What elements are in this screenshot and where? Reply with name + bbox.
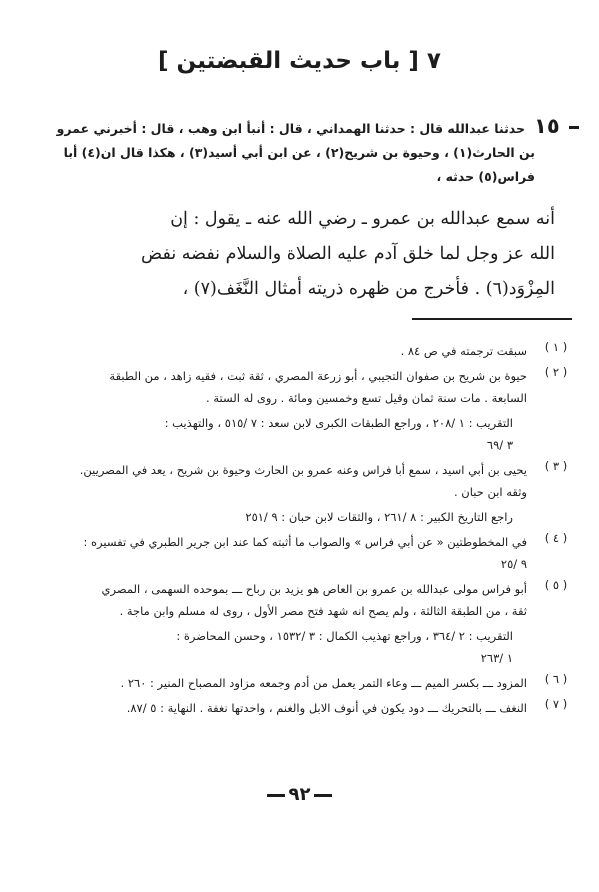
hadith-number-value: ١٥ [534, 114, 560, 138]
footnote-number: ( ٤ ) [544, 531, 568, 545]
footnote-6 [22, 672, 577, 694]
footnote-line: حيوة بن شريح بن صفوان التجيبي ، أبو زرعة المصري ، ثقة ثبت ، فقيه زاهد ، من الطبقة [109, 369, 527, 383]
footnote-number: ( ١ ) [544, 340, 568, 354]
footnote-line: ثقة ، من الطبقة الثالثة ، ولم يصح انه شهد فتح مصر الأول ، روى له مسلم وابن ماجة . [119, 604, 527, 618]
footnote-line: يحيى بن أبي اسيد ، سمع أبا فراس وعنه عمرو بن الحارث وحيوة بن شريح ، يعد في المصريين. [79, 463, 527, 477]
footnote-number: ( ٧ ) [544, 697, 568, 711]
footnote-3 [22, 459, 577, 528]
footnote-7 [22, 697, 577, 719]
footnote-number: ( ٣ ) [544, 459, 568, 473]
hadith-number [534, 114, 579, 138]
footnote-line: سبقت ترجمته في ص ٨٤ . [400, 344, 527, 358]
footnote-reference-line: ٣ /٦٩ [486, 438, 513, 452]
isnad-paragraph [22, 117, 535, 189]
page-number-value: ٩٢ [288, 784, 311, 805]
footnote-number: ( ٢ ) [544, 365, 568, 379]
isnad-line: بن الحارث(١) ، وحيوة بن شريح(٢) ، عن ابن أبي أسيد(٣) ، هكذا قال ان(٤) أبا [63, 145, 535, 160]
footnote-reference-line: ١ /٢٦٣ [480, 651, 513, 665]
footnote-reference-line: التقريب : ٢ /٣٦٤ ، وراجع تهذيب الكمال : ٣ /١٥٣٢ ، وحسن المحاضرة : [176, 629, 513, 643]
footnote-5 [22, 578, 577, 669]
footnote-number: ( ٥ ) [544, 578, 568, 592]
isnad-line: حدثنا عبدالله قال : حدثنا الهمداني ، قال : أنبأ ابن وهب ، قال : أخبرني عمرو [56, 121, 525, 136]
footnote-4 [22, 531, 577, 575]
matn-line: الله عز وجل لما خلق آدم عليه الصلاة والسلام نفضه نفض [141, 244, 555, 264]
footnote-2 [22, 365, 577, 456]
matn-line: المِزْوَد(٦) . فأخرج من ظهره ذريته أمثال النَّغَف(٧) ، [182, 279, 555, 299]
footnotes [22, 340, 577, 722]
footnote-1 [22, 340, 577, 362]
matn-paragraph [22, 202, 555, 307]
footnote-line: المزود ـــ بكسر الميم ـــ وعاء التمر يعمل من أدم وجمعه مزاود المصباح المنير : ٢٦٠ . [120, 676, 527, 690]
footnote-line: وثقه ابن حبان . [453, 485, 527, 499]
page-number-dash [314, 794, 332, 797]
page-number [0, 784, 599, 805]
footnote-line: السابعة . مات سنة ثمان وقيل تسع وخمسين ومائة . روى له الستة . [206, 391, 527, 405]
footnote-reference-line: راجع التاريخ الكبير : ٨ /٢٦١ ، والثقات لابن حبان : ٩ /٢٥١ [245, 510, 513, 524]
footnote-reference-line: التقريب : ١ /٢٠٨ ، وراجع الطبقات الكبرى لابن سعد : ٧ /٥١٥ ، والتهذيب : [164, 416, 513, 430]
footnote-number: ( ٦ ) [544, 672, 568, 686]
footnote-separator [412, 318, 572, 320]
isnad-line: فراس(٥) حدثه ، [436, 169, 535, 184]
hadith-number-dash [569, 126, 579, 129]
footnote-line: في المخطوطتين « عن أبي فراس » والصواب ما أثبته كما عند ابن جرير الطبري في تفسيره : [83, 535, 527, 549]
footnote-line: أبو فراس مولى عبدالله بن عمرو بن العاص هو يزيد بن رباح ـــ بموحده السهمى ، المصري [101, 582, 527, 596]
chapter-title: ٧ [ باب حديث القبضتين ] [158, 48, 441, 74]
footnote-line: ٩ /٢٥ [500, 557, 527, 571]
footnote-line: النغف ـــ بالتحريك ـــ دود يكون في أنوف الابل والغنم ، واحدتها نغفة . النهاية : ٥ /٨٧. [126, 701, 527, 715]
page-number-dash [267, 794, 285, 797]
matn-line: أنه سمع عبدالله بن عمرو ـ رضي الله عنه ـ يقول : إن [170, 209, 555, 229]
